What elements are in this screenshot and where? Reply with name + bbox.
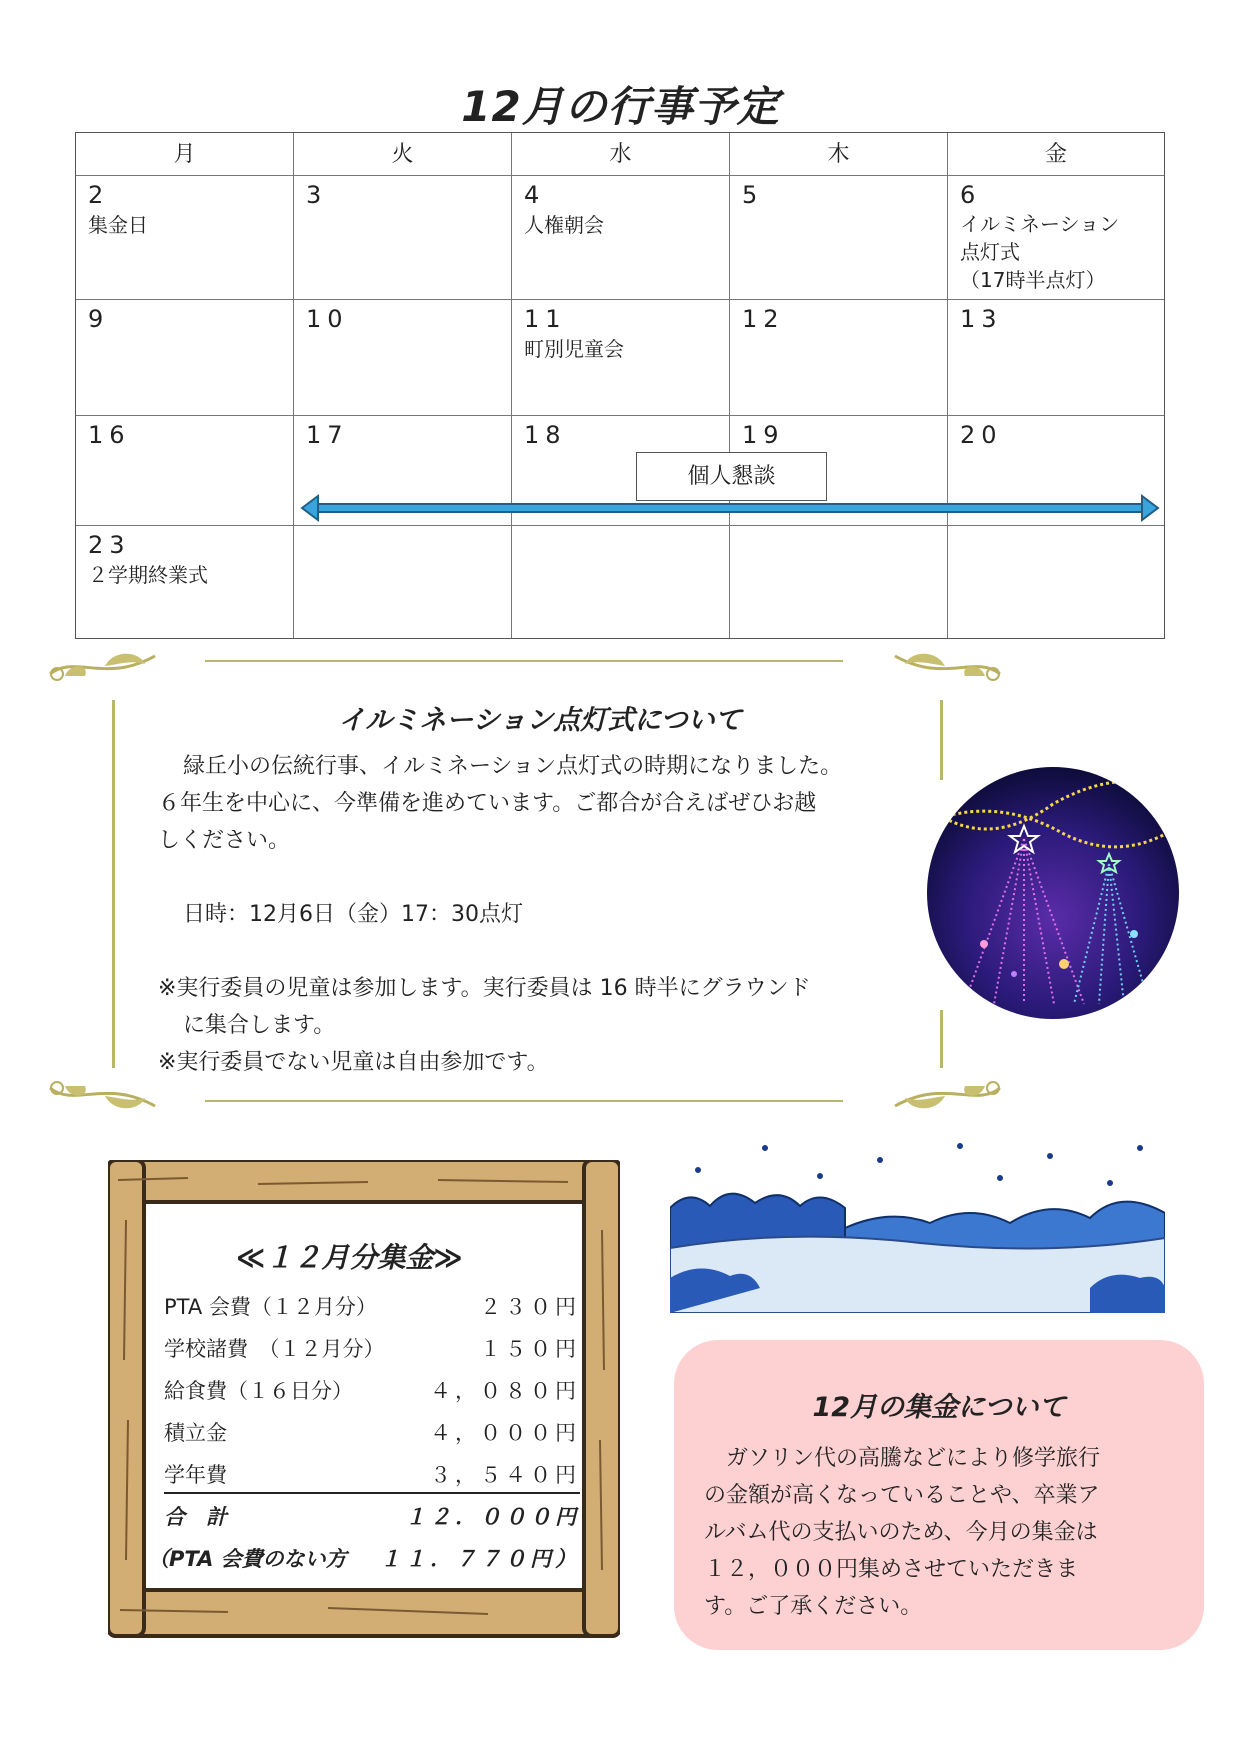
fee-row: [164, 1290, 580, 1324]
event-text: イルミネーション 点灯式 （17時半点灯）: [960, 212, 1120, 292]
calendar-cell: [76, 526, 294, 638]
day-number: 23: [88, 531, 131, 559]
event-datetime: 日時：12月6日（金）17：30点灯: [183, 902, 523, 927]
event-text: 町別児童会: [524, 337, 624, 361]
event-text: 集金日: [88, 213, 148, 237]
total-row: [164, 1500, 580, 1534]
vine-ornament-icon: [885, 644, 1005, 688]
day-number: 3: [306, 181, 328, 209]
weekday-header: 火: [294, 133, 512, 176]
fee-amount: １５０円: [480, 1337, 580, 1361]
day-number: 6: [960, 181, 982, 209]
calendar-cell: [948, 526, 1164, 638]
fee-amount: ４，０８０円: [430, 1379, 580, 1403]
vine-ornament-icon: [45, 644, 165, 688]
day-number: 9: [88, 305, 110, 333]
day-number: 2: [88, 181, 110, 209]
day-number: 19: [742, 421, 785, 449]
fee-label: 給食費（１６日分）: [164, 1379, 353, 1403]
winter-scene-illustration: [670, 1128, 1165, 1313]
calendar-cell: [948, 300, 1164, 416]
calendar-cell: [294, 526, 512, 638]
collection-notice-title: 12月の集金について: [812, 1392, 1066, 1423]
calendar-cell: [512, 176, 730, 300]
calendar-cell: [76, 176, 294, 300]
vine-ornament-icon: [45, 1074, 165, 1118]
total-amount: １２．０００円: [405, 1505, 580, 1529]
collection-notice-body: ガソリン代の高騰などにより修学旅行 の金額が高くなっていることや、卒業ア ルバム代の支払いのため、今月の集金は １２，０００円集めさせていただきま す。ご了承ください。: [704, 1446, 1101, 1619]
calendar-cell: [76, 300, 294, 416]
day-number: 4: [524, 181, 546, 209]
day-number: 18: [524, 421, 567, 449]
collection-table-title: ≪１２月分集金≫: [236, 1241, 463, 1274]
page-title: 12月の行事予定: [461, 82, 780, 131]
day-number: 13: [960, 305, 1003, 333]
event-calendar: [75, 132, 1165, 639]
paragraph-line: しください。: [158, 828, 291, 853]
note-line: ※実行委員の児童は参加します。実行委員は 16 時半にグラウンド: [158, 976, 811, 1001]
note-line: に集合します。: [183, 1013, 336, 1038]
fee-label: 学年費: [164, 1463, 227, 1487]
paragraph-line: ６年生を中心に、今準備を進めています。ご都合が合えばぜひお越: [158, 791, 817, 816]
day-number: 11: [524, 305, 567, 333]
total-no-pta-row: [148, 1542, 580, 1576]
fee-amount: ２３０円: [480, 1295, 580, 1319]
day-number: 20: [960, 421, 1003, 449]
paragraph-line: 緑丘小の伝統行事、イルミネーション点灯式の時期になりました。: [183, 754, 843, 779]
calendar-cell: [948, 176, 1164, 300]
calendar-cell: [730, 526, 948, 638]
fee-row: [164, 1416, 580, 1450]
day-number: 10: [306, 305, 349, 333]
calendar-cell: [294, 176, 512, 300]
fee-label: 学校諸費 （１２月分）: [164, 1337, 385, 1361]
calendar-cell: [730, 300, 948, 416]
fee-label: 積立金: [164, 1421, 227, 1445]
weekday-header: 金: [948, 133, 1164, 176]
day-number: 12: [742, 305, 785, 333]
fee-row: [164, 1374, 580, 1408]
event-text: 人権朝会: [524, 213, 604, 237]
fee-amount: ３，５４０円: [430, 1463, 580, 1487]
calendar-cell: [512, 300, 730, 416]
divider: [112, 700, 115, 1068]
divider: [205, 660, 843, 662]
conference-label: 個人懇談: [636, 452, 827, 501]
section-title: イルミネーション点灯式について: [338, 705, 742, 736]
weekday-header: 水: [512, 133, 730, 176]
vine-ornament-icon: [885, 1074, 1005, 1118]
note-line: ※実行委員でない児童は自由参加です。: [158, 1050, 549, 1075]
fee-row: [164, 1332, 580, 1366]
day-number: 17: [306, 421, 349, 449]
total-no-pta-label: （PTA 会費のない方: [148, 1547, 347, 1571]
total-no-pta-amount: １１．７７０円）: [380, 1547, 580, 1571]
day-number: 16: [88, 421, 131, 449]
fee-label: PTA 会費（１２月分）: [164, 1295, 377, 1319]
calendar-cell: [294, 300, 512, 416]
divider: [205, 1100, 843, 1102]
event-text: ２学期終業式: [88, 563, 208, 587]
calendar-cell: [512, 526, 730, 638]
day-number: 5: [742, 181, 764, 209]
fee-row: [164, 1458, 580, 1494]
fee-amount: ４，０００円: [430, 1421, 580, 1445]
illumination-photo: [924, 764, 1182, 1022]
calendar-cell: [76, 416, 294, 526]
total-label: 合 計: [164, 1505, 227, 1529]
weekday-header: 月: [76, 133, 294, 176]
weekday-header: 木: [730, 133, 948, 176]
calendar-cell: [730, 176, 948, 300]
